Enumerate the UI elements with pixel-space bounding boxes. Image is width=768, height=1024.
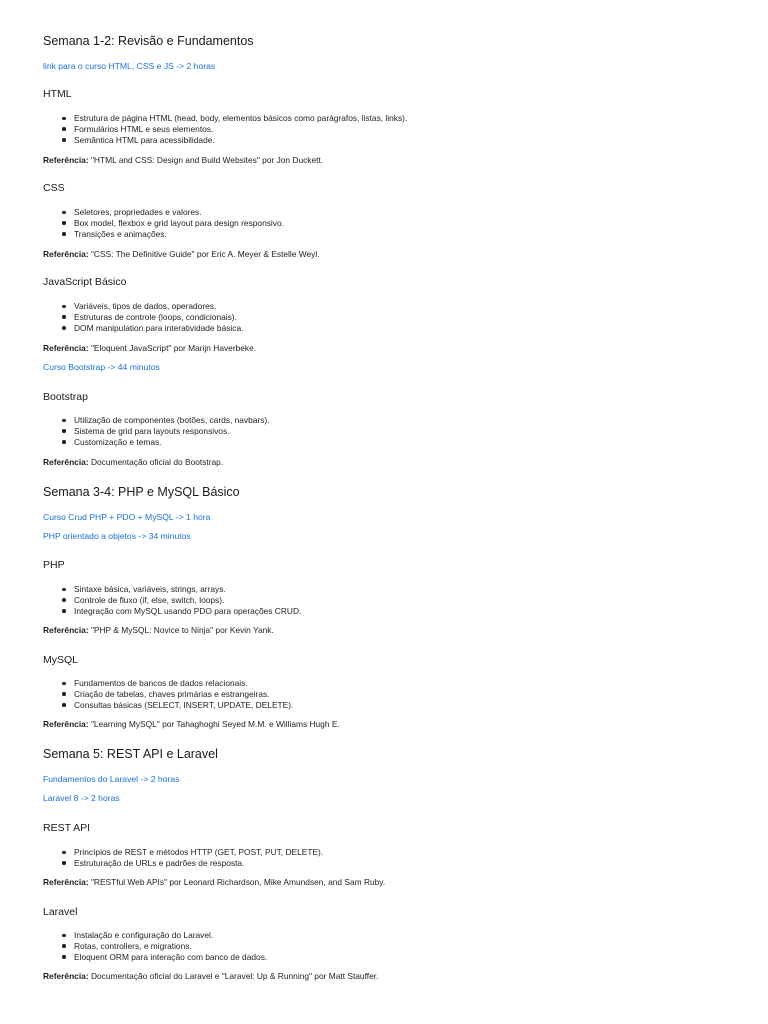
html-reference [43, 155, 323, 165]
php-reference [43, 625, 274, 635]
list-item: DOM manipulation para interatividade básica. [60, 323, 243, 334]
javascript-topics-list [60, 301, 243, 333]
week-5-heading: Semana 5: REST API e Laravel [43, 747, 218, 761]
week-1-2-heading: Semana 1-2: Revisão e Fundamentos [43, 34, 254, 48]
list-item: Seletores, propriedades e valores. [60, 207, 284, 218]
reference-label: Referência: [43, 457, 89, 467]
list-item: Controle de fluxo (if, else, switch, loops). [60, 595, 301, 606]
week-3-4-heading: Semana 3-4: PHP e MySQL Básico [43, 485, 240, 499]
list-item: Integração com MySQL usando PDO para operações CRUD. [60, 606, 301, 617]
laravel-topics-list [60, 930, 267, 962]
reference-label: Referência: [43, 877, 89, 887]
reference-text: "RESTful Web APIs" por Leonard Richardson, Mike Amundsen, and Sam Ruby. [88, 877, 386, 887]
list-item: Utilização de componentes (botões, cards, navbars). [60, 415, 270, 426]
mysql-reference [43, 719, 340, 729]
php-section-heading: PHP [43, 559, 65, 571]
reference-label: Referência: [43, 625, 89, 635]
reference-text: Documentação oficial do Bootstrap. [88, 457, 224, 467]
list-item: Estruturação de URLs e padrões de resposta. [60, 858, 323, 869]
laravel-reference [43, 971, 378, 981]
reference-text: "Eloquent JavaScript" por Marijn Haverbeke. [88, 343, 257, 353]
html-topics-list [60, 113, 407, 145]
laravel-fundamentals-link[interactable]: Fundamentos do Laravel -> 2 horas [43, 774, 180, 784]
bootstrap-topics-list [60, 415, 270, 447]
reference-text: "Learning MySQL" por Tahaghoghi Seyed M.M. e Williams Hugh E. [88, 719, 340, 729]
css-reference [43, 249, 320, 259]
list-item: Sistema de grid para layouts responsivos. [60, 426, 270, 437]
rest-api-reference [43, 877, 385, 887]
reference-label: Referência: [43, 249, 89, 259]
list-item: Consultas básicas (SELECT, INSERT, UPDATE, DELETE). [60, 700, 293, 711]
css-topics-list [60, 207, 284, 239]
reference-label: Referência: [43, 343, 89, 353]
reference-label: Referência: [43, 971, 89, 981]
bootstrap-section-heading: Bootstrap [43, 391, 88, 403]
crud-php-course-link[interactable]: Curso Crud PHP + PDO + MySQL -> 1 hora [43, 512, 211, 522]
php-topics-list [60, 584, 301, 616]
reference-text: "HTML and CSS: Design and Build Websites" por Jon Duckett. [88, 155, 324, 165]
list-item: Criação de tabelas, chaves primárias e estrangeiras. [60, 689, 293, 700]
mysql-section-heading: MySQL [43, 654, 79, 666]
list-item: Customização e temas. [60, 437, 270, 448]
html-css-js-course-link[interactable]: link para o curso HTML, CSS e JS -> 2 horas [43, 61, 216, 71]
laravel-section-heading: Laravel [43, 906, 78, 918]
reference-text: Documentação oficial do Laravel e "Laravel: Up & Running" por Matt Stauffer. [88, 971, 379, 981]
list-item: Semântica HTML para acessibilidade. [60, 135, 407, 146]
reference-label: Referência: [43, 155, 89, 165]
list-item: Princípios de REST e métodos HTTP (GET, POST, PUT, DELETE). [60, 847, 323, 858]
javascript-reference [43, 343, 256, 353]
list-item: Sintaxe básica, variáveis, strings, arrays. [60, 584, 301, 595]
list-item: Rotas, controllers, e migrations. [60, 941, 267, 952]
bootstrap-course-link[interactable]: Curso Bootstrap -> 44 minutos [43, 362, 160, 372]
reference-label: Referência: [43, 719, 89, 729]
list-item: Transições e animações. [60, 229, 284, 240]
mysql-topics-list [60, 678, 293, 710]
php-oop-course-link[interactable]: PHP orientado a objetos -> 34 minutos [43, 531, 191, 541]
reference-text: "CSS: The Definitive Guide" por Eric A. Meyer & Estelle Weyl. [88, 249, 320, 259]
rest-api-topics-list [60, 847, 323, 869]
bootstrap-reference [43, 457, 223, 467]
html-section-heading: HTML [43, 88, 72, 100]
list-item: Eloquent ORM para interação com banco de dados. [60, 952, 267, 963]
list-item: Fundamentos de bancos de dados relacionais. [60, 678, 293, 689]
laravel-8-link[interactable]: Laravel 8 -> 2 horas [43, 793, 120, 803]
list-item: Estruturas de controle (loops, condicionais). [60, 312, 243, 323]
list-item: Box model, flexbox e grid layout para design responsivo. [60, 218, 284, 229]
list-item: Estrutura de página HTML (head, body, elementos básicos como parágrafos, listas, links). [60, 113, 407, 124]
css-section-heading: CSS [43, 182, 65, 194]
javascript-section-heading: JavaScript Básico [43, 276, 127, 288]
list-item: Instalação e configuração do Laravel. [60, 930, 267, 941]
list-item: Formulários HTML e seus elementos. [60, 124, 407, 135]
rest-api-section-heading: REST API [43, 822, 91, 834]
reference-text: "PHP & MySQL: Novice to Ninja" por Kevin Yank. [88, 625, 274, 635]
list-item: Variáveis, tipos de dados, operadores. [60, 301, 243, 312]
